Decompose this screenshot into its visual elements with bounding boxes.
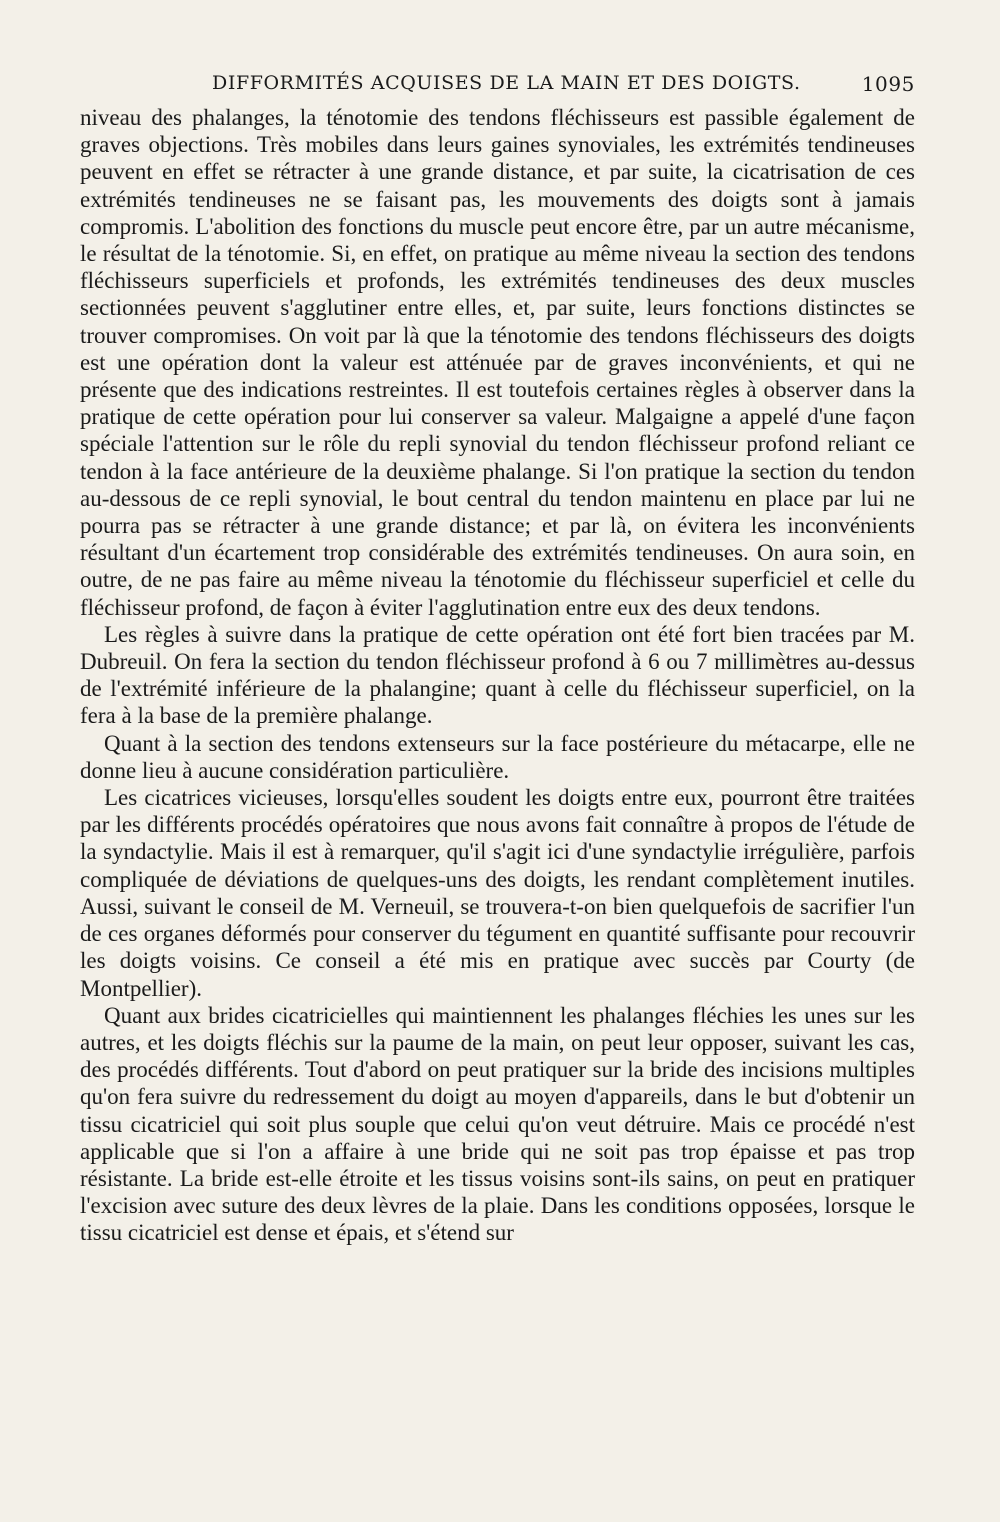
page-number: 1095: [861, 72, 915, 96]
body-text: [80, 104, 915, 1247]
paragraph: Quant à la section des tendons extenseurs sur la face postérieure du métacarpe, elle ne donne lieu à aucune considération particulière.: [80, 730, 915, 783]
paragraph: Les règles à suivre dans la pratique de cette opération ont été fort bien tracées par M. Dubreuil. On fera la section du tendon fléchisseur profond à 6 ou 7 millimètres au-dessus de l'extrémité inférieure de la phalangine; quant à celle du fléchisseur superficiel, on la fera à la base de la première phalange.: [80, 621, 915, 729]
paragraph-continuation: niveau des phalanges, la ténotomie des tendons fléchisseurs est passible également de graves objections. Très mobiles dans leurs gaines synoviales, les extrémités tendineuses peuvent en effet se rétracter à une grande distance, et par suite, la cicatrisation de ces extrémités tendineuses ne se faisant pas, les mouvements des doigts sont à jamais compromis. L'abolition des fonctions du muscle peut encore être, par un autre mécanisme, le résultat de la ténotomie. Si, en effet, on pratique au même niveau la section des tendons fléchisseurs superficiels et profonds, les extrémités tendineuses des deux muscles sectionnées peuvent s'agglutiner entre elles, et, par suite, leurs fonctions distinctes se trouver compromises. On voit par là que la ténotomie des tendons fléchisseurs des doigts est une opération dont la valeur est atténuée par de graves inconvénients, et qui ne présente que des indications restreintes. Il est toutefois certaines règles à observer dans la pratique de cette opération pour lui conserver sa valeur. Malgaigne a appelé d'une façon spéciale l'attention sur le rôle du repli synovial du tendon fléchisseur profond reliant ce tendon à la face antérieure de la deuxième phalange. Si l'on pratique la section du tendon au-dessous de ce repli synovial, le bout central du tendon maintenu en place par lui ne pourra pas se rétracter à une grande distance; et par là, on évitera les inconvénients résultant d'un écartement trop considérable des extrémités tendineuses. On aura soin, en outre, de ne pas faire au même niveau la ténotomie du fléchisseur superficiel et celle du fléchisseur profond, de façon à éviter l'agglutination entre eux des deux tendons.: [80, 105, 915, 620]
paragraph: Les cicatrices vicieuses, lorsqu'elles soudent les doigts entre eux, pourront être traitées par les différents procédés opératoires que nous avons fait connaître à propos de l'étude de la syndactylie. Mais il est à remarquer, qu'il s'agit ici d'une syndactylie irrégulière, parfois compliquée de déviations de quelques-uns des doigts, les rendant complètement inutiles. Aussi, suivant le conseil de M. Verneuil, se trouvera-t-on bien quelquefois de sacrifier l'un de ces organes déformés pour conserver du tégument en quantité suffisante pour recouvrir les doigts voisins. Ce conseil a été mis en pratique avec succès par Courty (de Montpellier).: [80, 785, 915, 1001]
running-head: [80, 72, 915, 102]
running-title: DIFFORMITÉS ACQUISES DE LA MAIN ET DES DOIGTS.: [212, 72, 801, 94]
paragraph: Quant aux brides cicatricielles qui maintiennent les phalanges fléchies les unes sur les autres, et les doigts fléchis sur la paume de la main, on peut leur opposer, suivant les cas, des procédés différents. Tout d'abord on peut pratiquer sur la bride des incisions multiples qu'on fera suivre du redressement du doigt au moyen d'appareils, dans le but d'obtenir un tissu cicatriciel qui soit plus souple que celui qu'on veut détruire. Mais ce procédé n'est applicable que si l'on a affaire à une bride qui ne soit pas trop épaisse et pas trop résistante. La bride est-elle étroite et les tissus voisins sont-ils sains, on peut en pratiquer l'excision avec suture des deux lèvres de la plaie. Dans les conditions opposées, lorsque le tissu cicatriciel est dense et épais, et s'étend sur: [80, 1002, 915, 1246]
